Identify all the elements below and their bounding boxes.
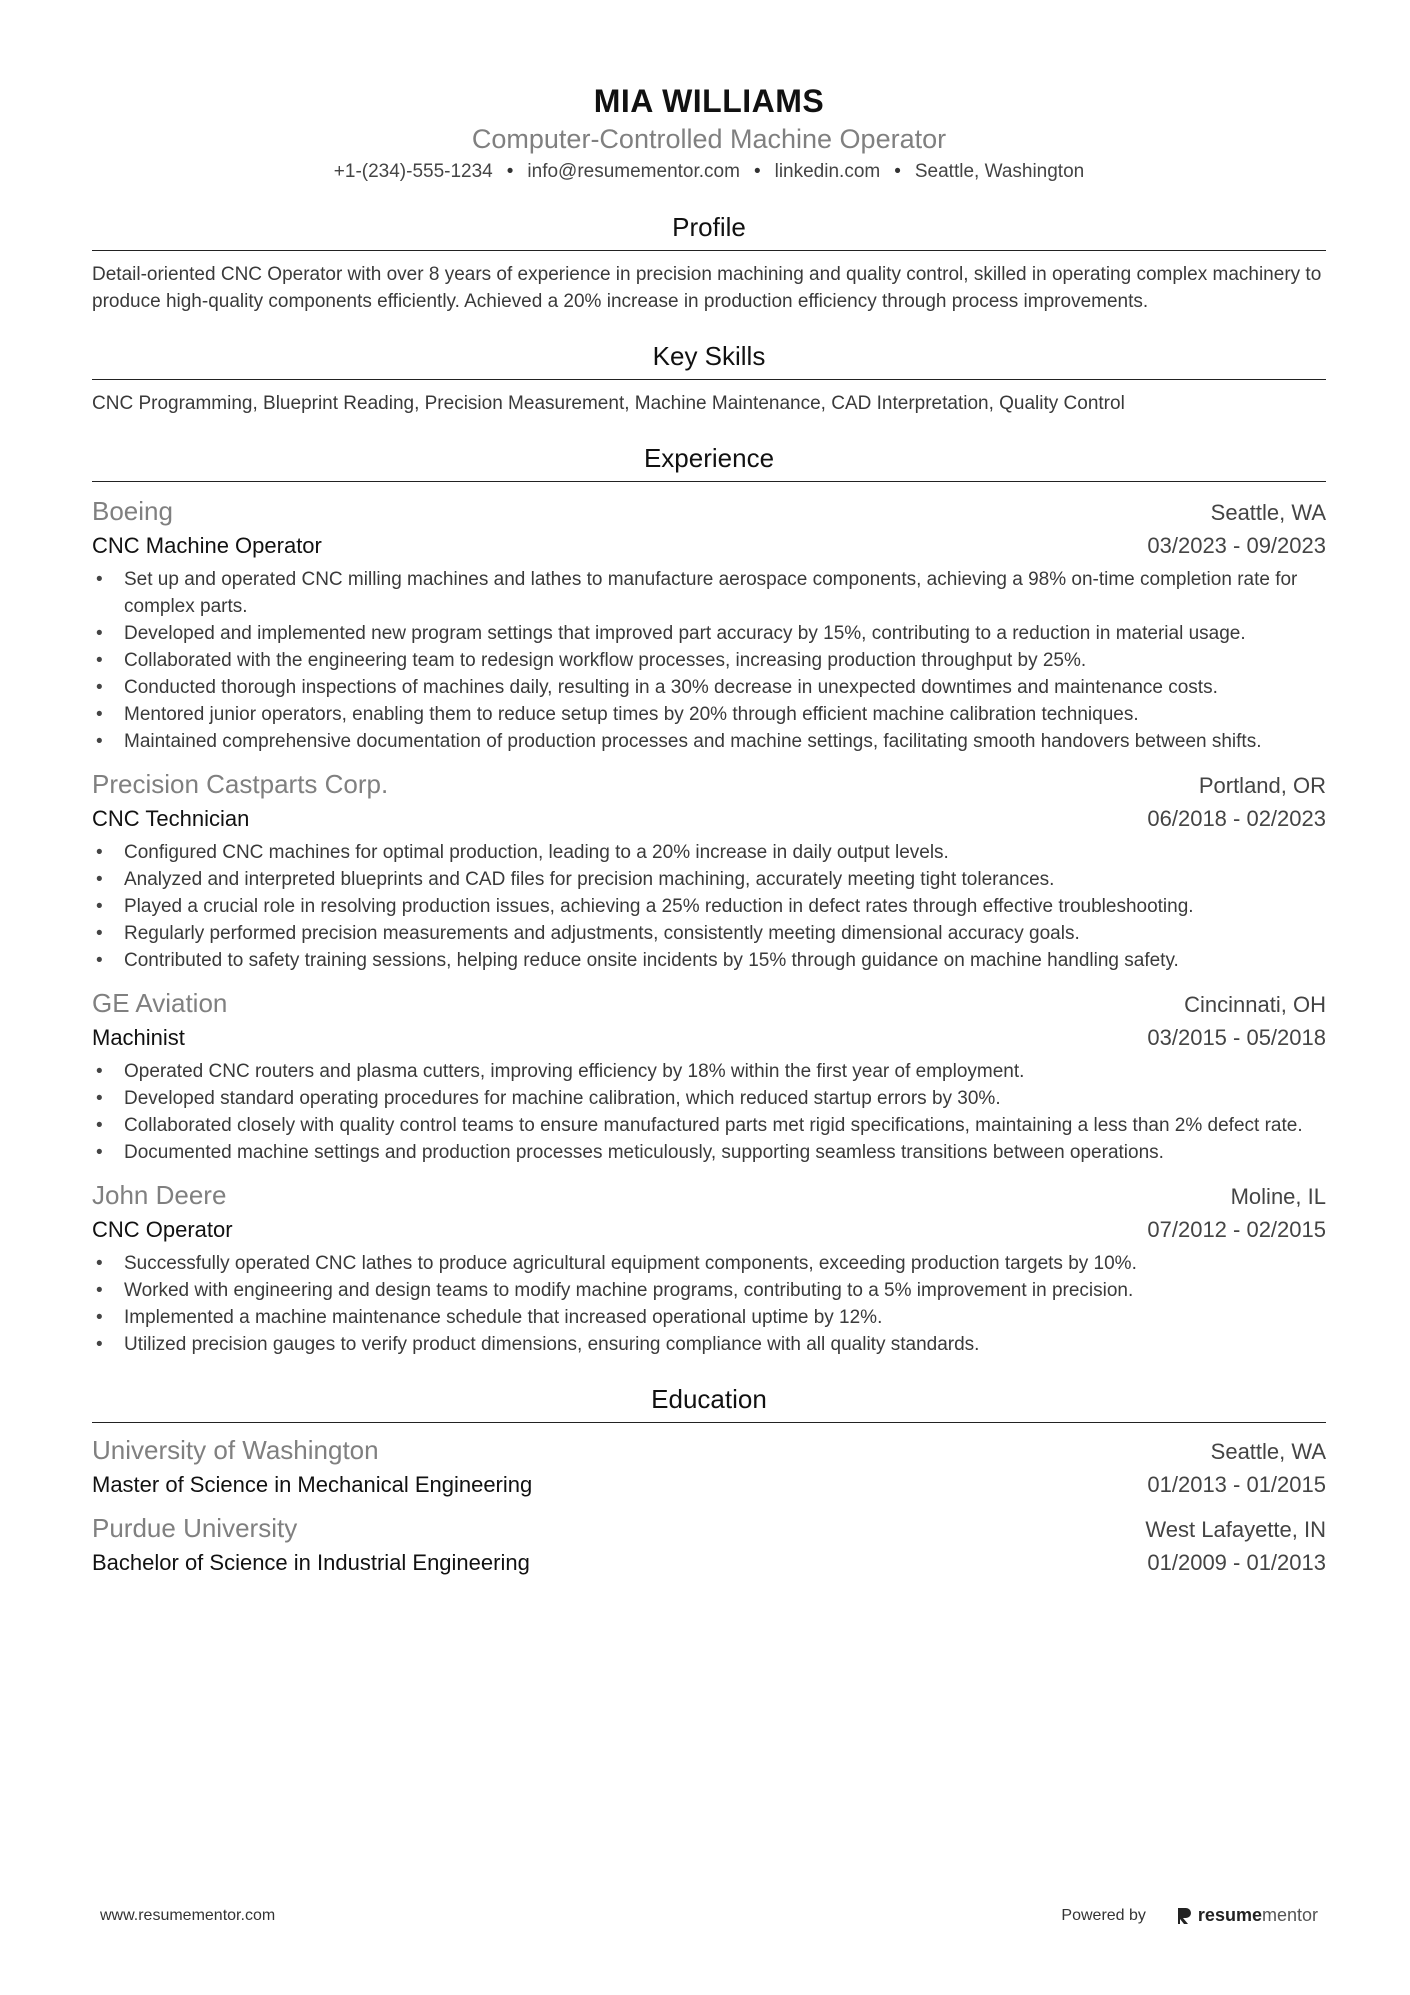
job-bullet: • Set up and operated CNC milling machines and lathes to manufacture aerospace components, achieving a 98% on-time completion rate for complex parts. bbox=[92, 566, 1326, 620]
job-dates: 03/2015 - 05/2018 bbox=[1147, 1025, 1326, 1050]
job-bullets bbox=[92, 1250, 1326, 1358]
candidate-title: Computer-Controlled Machine Operator bbox=[471, 124, 947, 154]
job-bullet: • Worked with engineering and design teams to modify machine programs, contributing to a 5% improvement in precision. bbox=[92, 1277, 1326, 1304]
footer-branding bbox=[1061, 1905, 1318, 1926]
brand-logo[interactable] bbox=[1176, 1905, 1318, 1926]
job-bullet: • Collaborated closely with quality control teams to ensure manufactured parts met rigid specifications, maintaining a less than 2% defect rate. bbox=[92, 1112, 1326, 1139]
resumementor-logo-icon bbox=[1176, 1906, 1192, 1926]
skills-text: CNC Programming, Blueprint Reading, Precision Measurement, Machine Maintenance, CAD Interpretation, Quality Control bbox=[92, 393, 1125, 414]
job-company: Precision Castparts Corp. bbox=[92, 769, 389, 799]
job-bullet: • Utilized precision gauges to verify product dimensions, ensuring compliance with all quality standards. bbox=[92, 1331, 1326, 1358]
contact-email[interactable]: info@resumementor.com bbox=[527, 161, 740, 182]
education-dates: 01/2009 - 01/2013 bbox=[1147, 1550, 1326, 1575]
profile-text: Detail-oriented CNC Operator with over 8 years of experience in precision machining and quality control, skilled in operating complex machinery to produce high-quality components efficiently. Achieved a 20% increase in production efficiency through process improvements. bbox=[92, 264, 1322, 312]
job-bullet: • Documented machine settings and production processes meticulously, supporting seamless transitions between operations. bbox=[92, 1139, 1326, 1166]
job-bullet: • Conducted thorough inspections of machines daily, resulting in a 30% decrease in unexpected downtimes and maintenance costs. bbox=[92, 674, 1326, 701]
education-entry bbox=[92, 1433, 1326, 1501]
job-bullets bbox=[92, 839, 1326, 974]
job-bullet: • Developed standard operating procedures for machine calibration, which reduced startup errors by 30%. bbox=[92, 1085, 1326, 1112]
job-bullet: • Developed and implemented new program settings that improved part accuracy by 15%, contributing to a reduction in material usage. bbox=[92, 620, 1326, 647]
job-bullet: • Analyzed and interpreted blueprints and CAD files for precision machining, accurately meeting tight tolerances. bbox=[92, 866, 1326, 893]
job-bullet: • Configured CNC machines for optimal production, leading to a 20% increase in daily output levels. bbox=[92, 839, 1326, 866]
job-bullet: • Operated CNC routers and plasma cutters, improving efficiency by 18% within the first year of employment. bbox=[92, 1058, 1326, 1085]
job-location: Cincinnati, OH bbox=[1184, 992, 1326, 1017]
job-bullet: • Mentored junior operators, enabling them to reduce setup times by 20% through efficient machine calibration techniques. bbox=[92, 701, 1326, 728]
contact-line bbox=[92, 158, 1326, 186]
education-school: University of Washington bbox=[92, 1435, 379, 1465]
job-role: CNC Technician bbox=[92, 806, 250, 831]
job-role: Machinist bbox=[92, 1025, 185, 1050]
job-dates: 07/2012 - 02/2015 bbox=[1147, 1217, 1326, 1242]
job-bullets bbox=[92, 1058, 1326, 1166]
education-location: Seattle, WA bbox=[1210, 1439, 1326, 1464]
education-degree: Master of Science in Mechanical Engineering bbox=[92, 1472, 533, 1497]
skills-section bbox=[92, 339, 1326, 417]
job-location: Portland, OR bbox=[1198, 773, 1326, 798]
page-footer bbox=[100, 1905, 1318, 1926]
job-location: Seattle, WA bbox=[1210, 500, 1326, 525]
education-school: Purdue University bbox=[92, 1513, 298, 1543]
profile-heading: Profile bbox=[92, 210, 1326, 251]
education-degree: Bachelor of Science in Industrial Engineering bbox=[92, 1550, 530, 1575]
education-dates: 01/2013 - 01/2015 bbox=[1147, 1472, 1326, 1497]
job-company: Boeing bbox=[92, 496, 173, 526]
job-bullets bbox=[92, 566, 1326, 755]
experience-section bbox=[92, 441, 1326, 1358]
job-entry bbox=[92, 494, 1326, 755]
job-role: CNC Machine Operator bbox=[92, 533, 322, 558]
education-heading: Education bbox=[92, 1382, 1326, 1423]
skills-heading: Key Skills bbox=[92, 339, 1326, 380]
contact-location: Seattle, Washington bbox=[914, 161, 1085, 182]
contact-separator: • bbox=[506, 161, 514, 182]
job-company: John Deere bbox=[92, 1180, 227, 1210]
job-entry bbox=[92, 1178, 1326, 1358]
brand-name-light: mentor bbox=[1261, 1905, 1318, 1925]
powered-by-label: Powered by bbox=[1061, 1906, 1146, 1924]
job-role: CNC Operator bbox=[92, 1217, 233, 1242]
job-bullet: • Contributed to safety training sessions, helping reduce onsite incidents by 15% through guidance on machine handling safety. bbox=[92, 947, 1326, 974]
job-entry bbox=[92, 767, 1326, 974]
contact-phone: +1-(234)-555-1234 bbox=[333, 161, 493, 182]
job-bullet: • Regularly performed precision measurements and adjustments, consistently meeting dimensional accuracy goals. bbox=[92, 920, 1326, 947]
education-section bbox=[92, 1382, 1326, 1579]
education-entry bbox=[92, 1511, 1326, 1579]
job-bullet: • Successfully operated CNC lathes to produce agricultural equipment components, exceeding production targets by 10%. bbox=[92, 1250, 1326, 1277]
footer-website-link[interactable]: www.resumementor.com bbox=[100, 1906, 276, 1924]
contact-separator: • bbox=[753, 161, 761, 182]
job-bullet: • Collaborated with the engineering team to redesign workflow processes, increasing production throughput by 25%. bbox=[92, 647, 1326, 674]
job-entry bbox=[92, 986, 1326, 1166]
job-dates: 06/2018 - 02/2023 bbox=[1147, 806, 1326, 831]
resume-header bbox=[92, 80, 1326, 186]
job-location: Moline, IL bbox=[1230, 1184, 1326, 1209]
brand-name-bold: resume bbox=[1197, 1905, 1262, 1925]
job-dates: 03/2023 - 09/2023 bbox=[1147, 533, 1326, 558]
contact-linkedin[interactable]: linkedin.com bbox=[774, 161, 881, 182]
contact-separator: • bbox=[894, 161, 901, 182]
job-bullet: • Implemented a machine maintenance schedule that increased operational uptime by 12%. bbox=[92, 1304, 1326, 1331]
candidate-name: MIA WILLIAMS bbox=[593, 83, 825, 119]
experience-heading: Experience bbox=[92, 441, 1326, 482]
job-bullet: • Maintained comprehensive documentation of production processes and machine settings, facilitating smooth handovers between shifts. bbox=[92, 728, 1326, 755]
profile-section bbox=[92, 210, 1326, 315]
resume-content bbox=[92, 80, 1326, 1579]
education-location: West Lafayette, IN bbox=[1145, 1517, 1326, 1542]
job-company: GE Aviation bbox=[92, 988, 228, 1018]
job-bullet: • Played a crucial role in resolving production issues, achieving a 25% reduction in defect rates through effective troubleshooting. bbox=[92, 893, 1326, 920]
